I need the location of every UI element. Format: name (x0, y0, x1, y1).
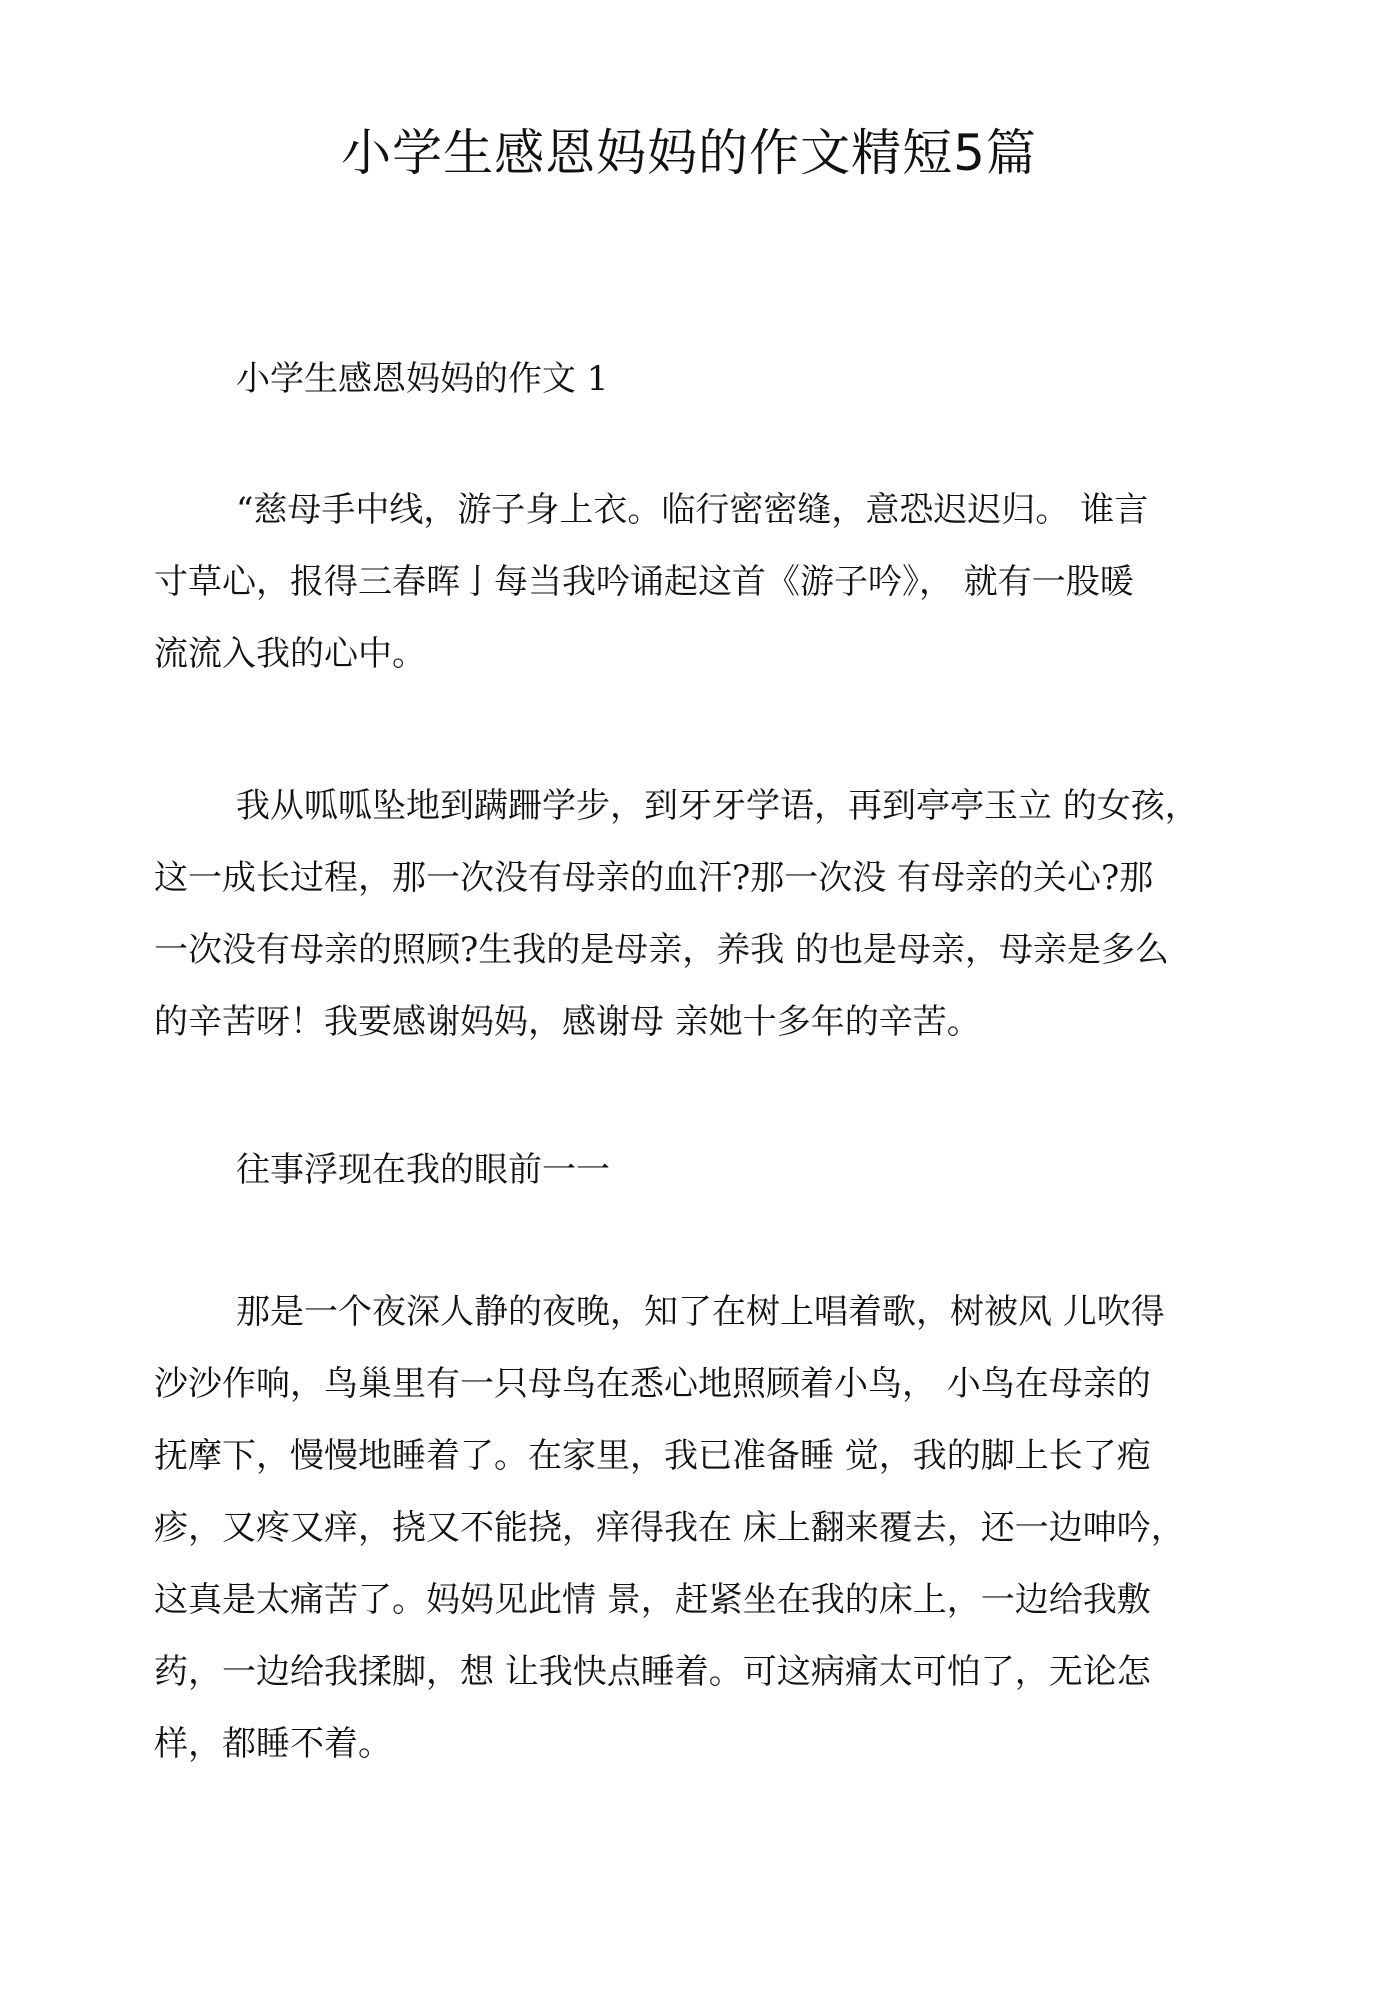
section-heading: 小学生感恩妈妈的作文 1 (236, 359, 609, 399)
paragraph-line: 流流入我的心中。 (154, 634, 426, 674)
paragraph-4 (154, 1276, 1230, 1780)
paragraph-line: 疹，又疼又痒，挠又不能挠，痒得我在 床上翻来覆去，还一边呻吟， (154, 1508, 1185, 1548)
paragraph-1 (154, 474, 1230, 690)
paragraph-line: 那是一个夜深人静的夜晚，知了在树上唱着歌，树被风 儿吹得 (236, 1292, 1165, 1332)
paragraph-line: 药，一边给我揉脚，想 让我快点睡着。可这病痛太可怕了，无论怎 (154, 1652, 1151, 1692)
paragraph-line: 往事浮现在我的眼前一一 (236, 1150, 610, 1190)
paragraph-2 (154, 770, 1230, 1058)
paragraph-line: 沙沙作响，鸟巢里有一只母鸟在悉心地照顾着小鸟， 小鸟在母亲的 (154, 1364, 1151, 1404)
paragraph-line: 的辛苦呀！我要感谢妈妈，感谢母 亲她十多年的辛苦。 (154, 1002, 981, 1042)
paragraph-line: “慈母手中线，游子身上衣。临行密密缝，意恐迟迟归。 谁言 (236, 490, 1149, 530)
paragraph-line: 抚摩下，慢慢地睡着了。在家里，我已准备睡 觉，我的脚上长了疱 (154, 1436, 1151, 1476)
paragraph-line: 寸草心，报得三春晖亅每当我吟诵起这首《游子吟》， 就有一股暖 (154, 562, 1134, 602)
paragraph-line: 这一成长过程，那一次没有母亲的血汗?那一次没 有母亲的关心?那 (154, 858, 1154, 898)
paragraph-line: 我从呱呱坠地到蹒跚学步，到牙牙学语，再到亭亭玉立 的女孩， (236, 786, 1199, 826)
paragraph-3 (154, 1134, 1230, 1206)
paragraph-line: 一次没有母亲的照顾?生我的是母亲，养我 的也是母亲，母亲是多么 (154, 930, 1170, 970)
paragraph-line: 样，都睡不着。 (154, 1724, 392, 1764)
paragraph-line: 这真是太痛苦了。妈妈见此情 景，赶紧坐在我的床上，一边给我敷 (154, 1580, 1151, 1620)
document-title: 小学生感恩妈妈的作文精短5篇 (341, 124, 1037, 182)
